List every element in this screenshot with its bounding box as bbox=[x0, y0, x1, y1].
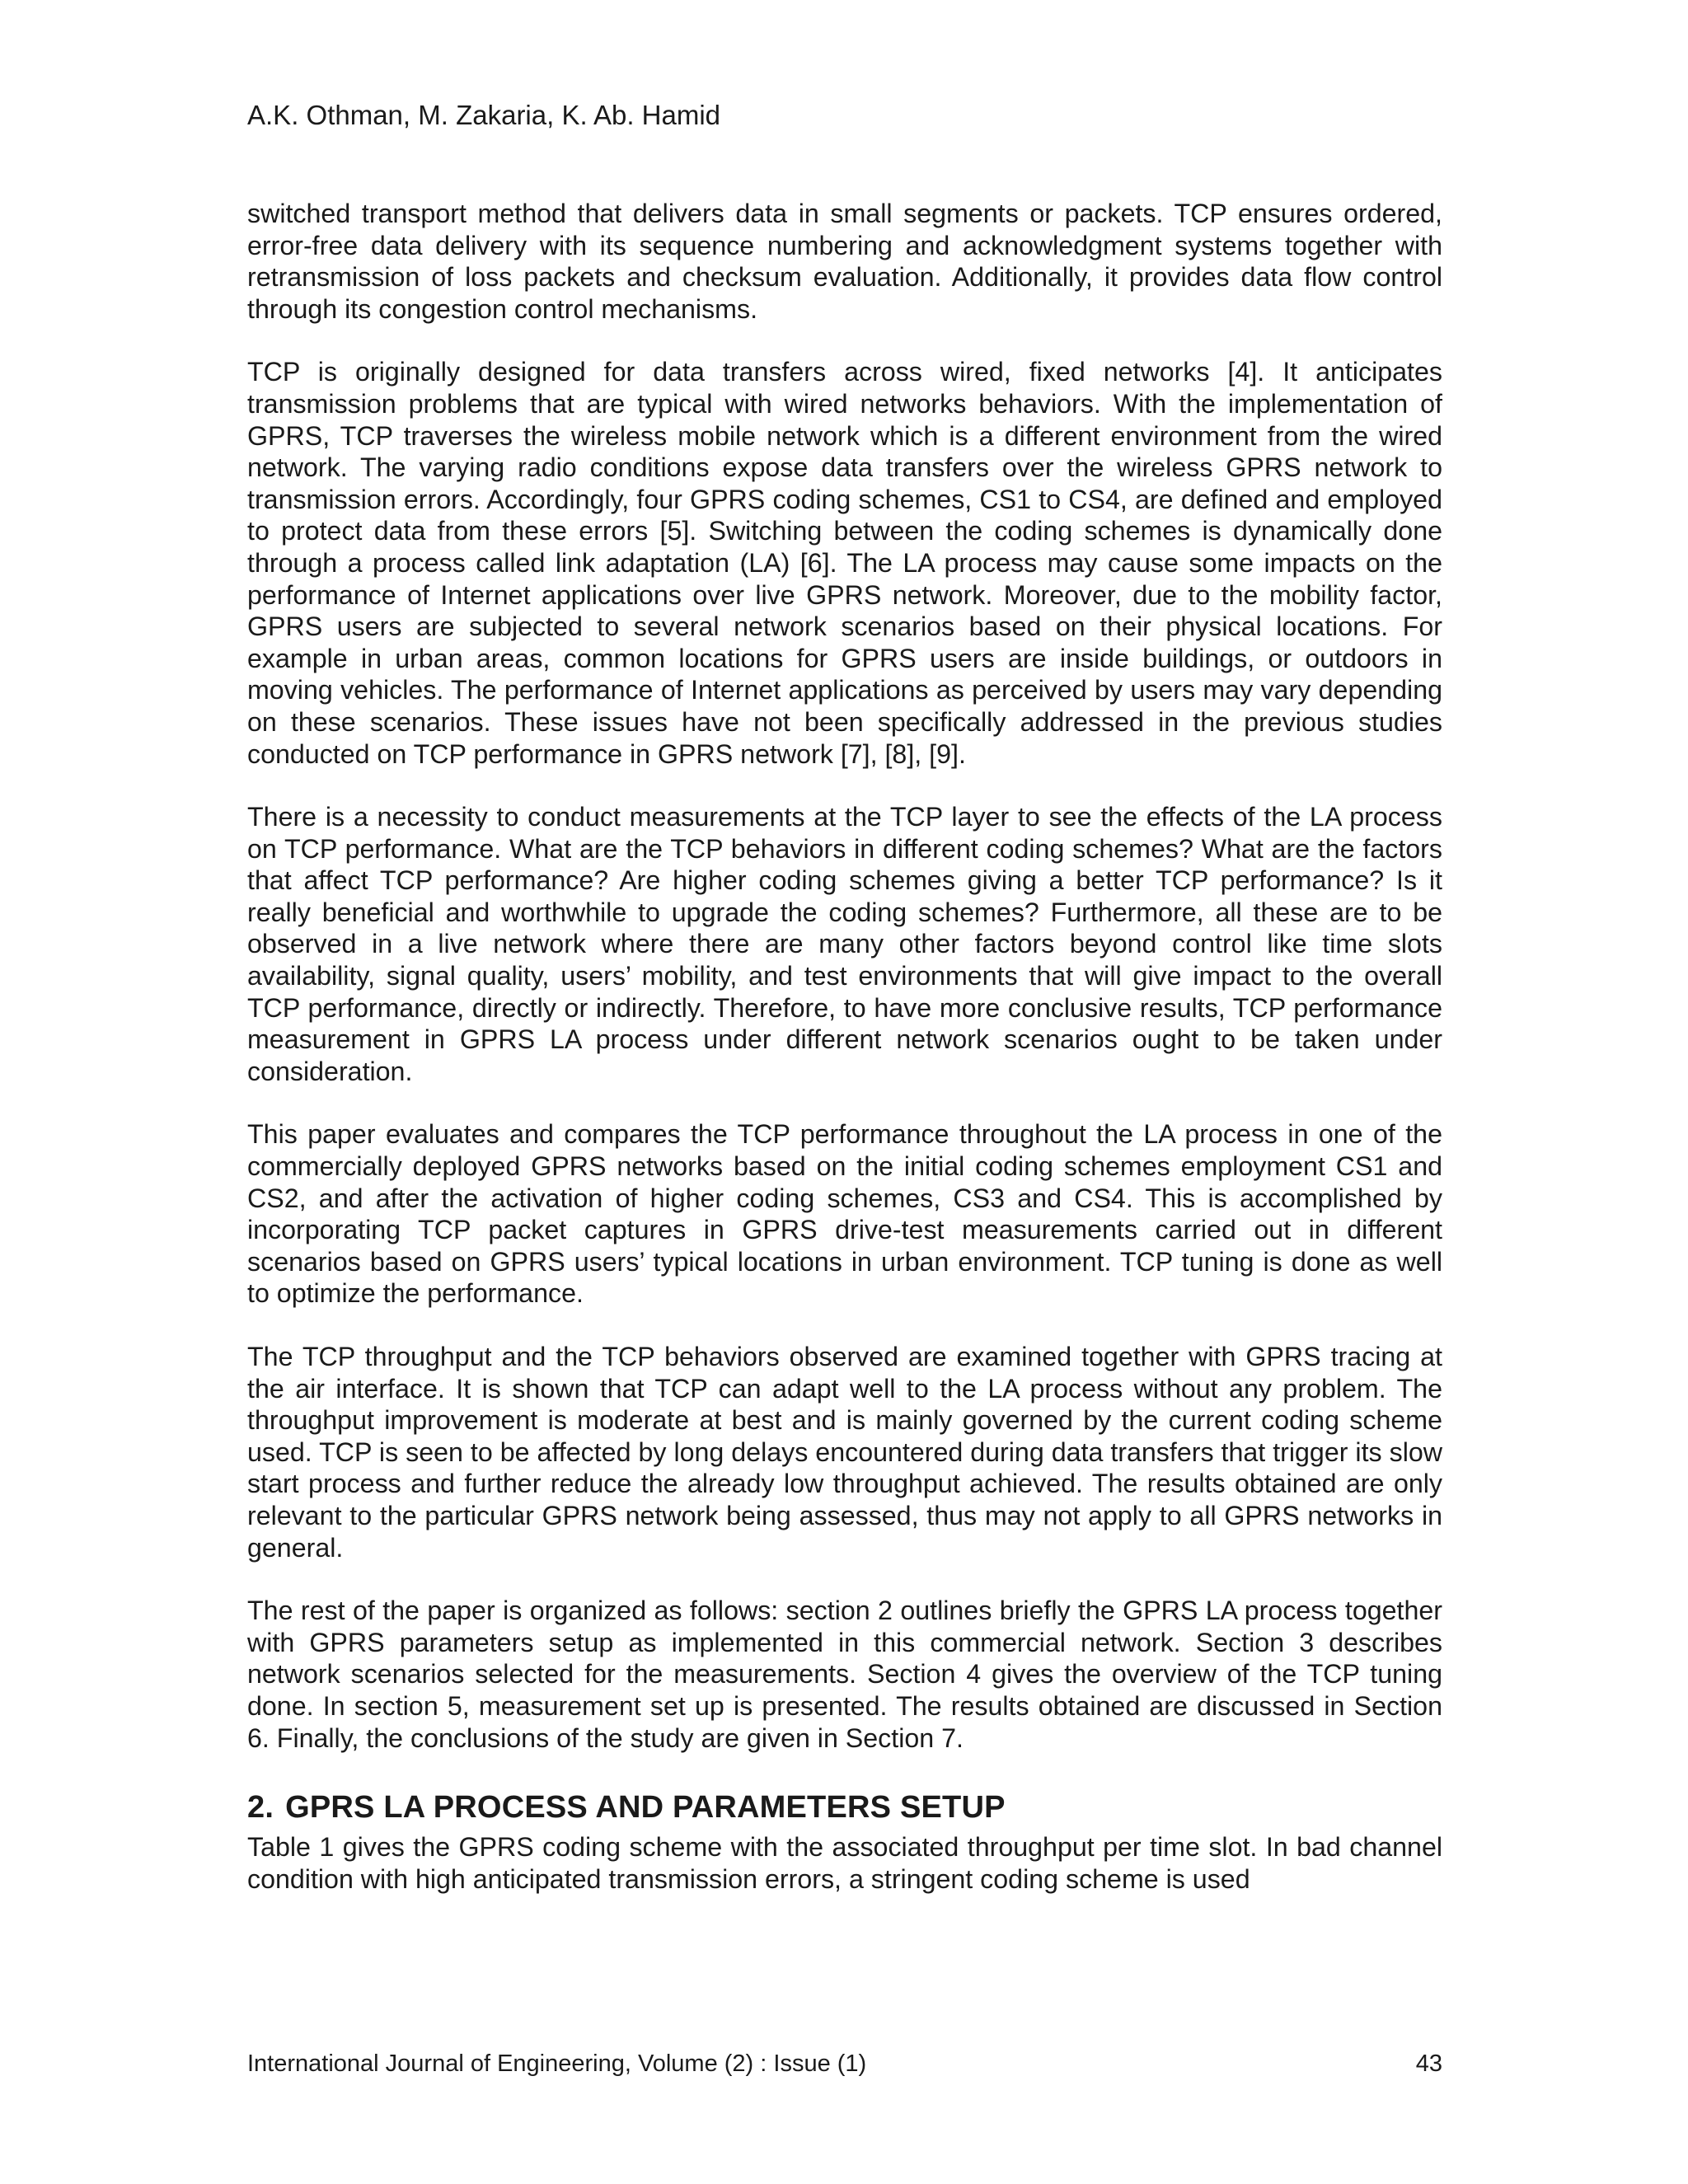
footer-page-number: 43 bbox=[1415, 2050, 1442, 2077]
paragraph-2: TCP is originally designed for data transfers across wired, fixed networks [4]. It anticipates transmission problems that are typical with wired networks behaviors. With the implementation of GPRS, TCP traverses the wireless mobile network which is a different environment from the wired network. The varying radio conditions expose data transfers over the wireless GPRS network to transmission errors. Accordingly, four GPRS coding schemes, CS1 to CS4, are defined and employed to protect data from these errors [5]. Switching between the coding schemes is dynamically done through a process called link adaptation (LA) [6]. The LA process may cause some impacts on the performance of Internet applications over live GPRS network. Moreover, due to the mobility factor, GPRS users are subjected to several network scenarios based on their physical locations. For example in urban areas, common locations for GPRS users are inside buildings, or outdoors in moving vehicles. The performance of Internet applications as perceived by users may vary depending on these scenarios. These issues have not been specifically addressed in the previous studies conducted on TCP performance in GPRS network [7], [8], [9]. bbox=[247, 357, 1442, 769]
paragraph-1: switched transport method that delivers data in small segments or packets. TCP ensures ordered, error-free data delivery with its sequence numbering and acknowledgment systems together with retransmission of loss packets and checksum evaluation. Additionally, it provides data flow control through its congestion control mechanisms. bbox=[247, 199, 1442, 324]
paragraph-5: The TCP throughput and the TCP behaviors observed are examined together with GPRS tracing at the air interface. It is shown that TCP can adapt well to the LA process without any problem. The throughput improvement is moderate at best and is mainly governed by the current coding scheme used. TCP is seen to be affected by long delays encountered during data transfers that trigger its slow start process and further reduce the already low throughput achieved. The results obtained are only relevant to the particular GPRS network being assessed, thus may not apply to all GPRS networks in general. bbox=[247, 1342, 1442, 1563]
body-text bbox=[247, 198, 1442, 1895]
paragraph-4: This paper evaluates and compares the TCP performance throughout the LA process in one of the commercially deployed GPRS networks based on the initial coding schemes employment CS1 and CS2, and after the activation of higher coding schemes, CS3 and CS4. This is accomplished by incorporating TCP packet captures in GPRS drive-test measurements carried out in different scenarios based on GPRS users’ typical locations in urban environment. TCP tuning is done as well to optimize the performance. bbox=[247, 1119, 1442, 1309]
paragraph-3: There is a necessity to conduct measurements at the TCP layer to see the effects of the LA process on TCP performance. What are the TCP behaviors in different coding schemes? What are the factors that affect TCP performance? Are higher coding schemes giving a better TCP performance? Is it really beneficial and worthwhile to upgrade the coding schemes? Furthermore, all these are to be observed in a live network where there are many other factors beyond control like time slots availability, signal quality, users’ mobility, and test environments that will give impact to the overall TCP performance, directly or indirectly. Therefore, to have more conclusive results, TCP performance measurement in GPRS LA process under different network scenarios ought to be taken under consideration. bbox=[247, 802, 1442, 1086]
page-footer bbox=[247, 2047, 1442, 2080]
section-heading bbox=[247, 1787, 1442, 1828]
section-paragraph: Table 1 gives the GPRS coding scheme with the associated throughput per time slot. In bad channel condition with high anticipated transmission errors, a stringent coding scheme is used bbox=[247, 1832, 1442, 1894]
running-header-authors: A.K. Othman, M. Zakaria, K. Ab. Hamid bbox=[247, 100, 721, 130]
footer-journal: International Journal of Engineering, Volume (2) : Issue (1) bbox=[247, 2050, 867, 2077]
section-number: 2. bbox=[247, 1790, 274, 1825]
section-title: GPRS LA PROCESS AND PARAMETERS SETUP bbox=[285, 1790, 1006, 1825]
paragraph-6: The rest of the paper is organized as follows: section 2 outlines briefly the GPRS LA process together with GPRS parameters setup as implemented in this commercial network. Section 3 describes network scenarios selected for the measurements. Section 4 gives the overview of the TCP tuning done. In section 5, measurement set up is presented. The results obtained are discussed in Section 6. Finally, the conclusions of the study are given in Section 7. bbox=[247, 1596, 1442, 1753]
